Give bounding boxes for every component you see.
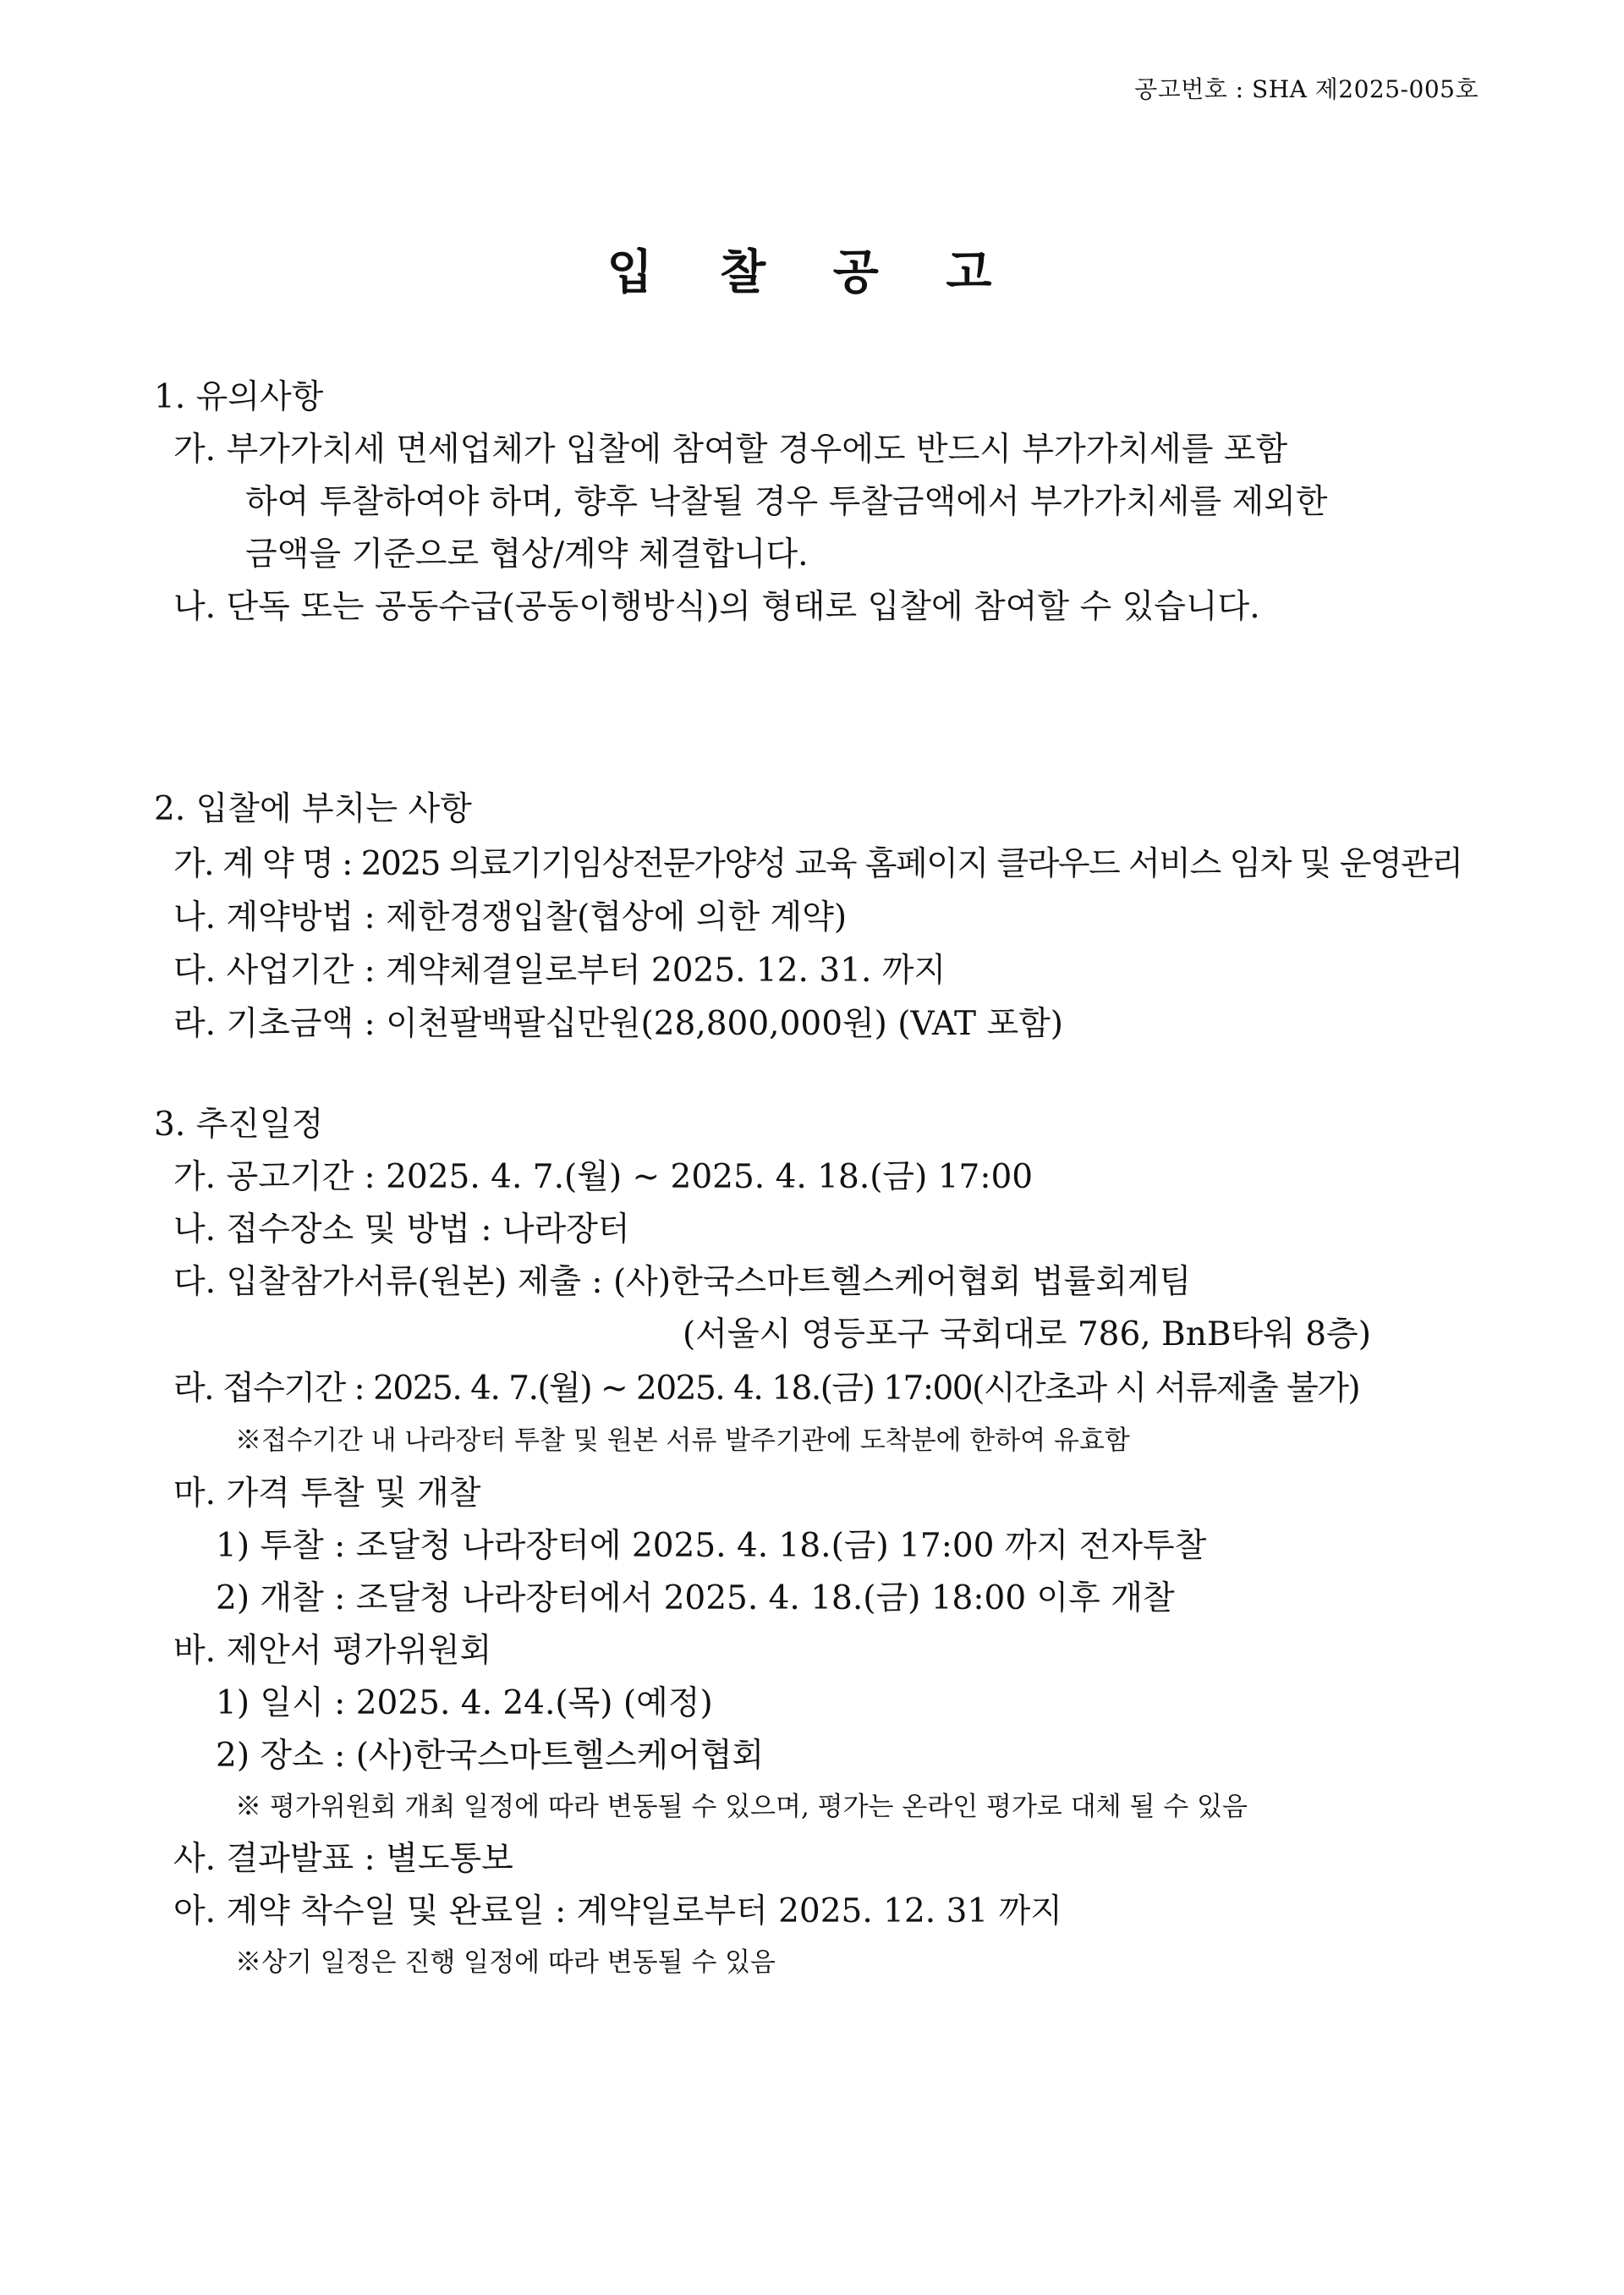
section-3-bidding-step-1: 1) 투찰 : 조달청 나라장터에 2025. 4. 18.(금) 17:00 까지 전자투찰 [216,1527,1207,1565]
section-3-submission-place: 나. 접수장소 및 방법 : 나라장터 [173,1211,630,1249]
section-3-receipt-note: ※접수기간 내 나라장터 투찰 및 원본 서류 발주기관에 도착분에 한하여 유효함 [235,1425,1130,1456]
notice-number: 공고번호 : SHA 제2025-005호 [1134,75,1479,103]
section-2-heading: 2. 입찰에 부치는 사항 [154,790,472,828]
section-1-item-na: 나. 단독 또는 공동수급(공동이행방식)의 형태로 입찰에 참여할 수 있습니다. [173,588,1260,626]
section-1-item-ga-line-1: 가. 부가가치세 면세업체가 입찰에 참여할 경우에도 반드시 부가가치세를 포함 [173,431,1288,469]
section-3-price-bidding: 마. 가격 투찰 및 개찰 [173,1474,481,1513]
section-1-item-ga-line-2: 하여 투찰하여야 하며, 향후 낙찰될 경우 투찰금액에서 부가가치세를 제외한 [245,483,1328,521]
section-3-bidding-step-2: 2) 개찰 : 조달청 나라장터에서 2025. 4. 18.(금) 18:00 이후 개찰 [216,1579,1175,1617]
section-3-result-announcement: 사. 결과발표 : 별도통보 [173,1840,513,1878]
section-1-item-ga-line-3: 금액을 기준으로 협상/계약 체결합니다. [245,535,809,574]
section-3-document-submission-address: (서울시 영등포구 국회대로 786, BnB타워 8층) [683,1315,1371,1353]
section-3-schedule-note: ※상기 일정은 진행 일정에 따라 변동될 수 있음 [235,1947,776,1978]
section-3-contract-dates: 아. 계약 착수일 및 완료일 : 계약일로부터 2025. 12. 31 까지 [173,1892,1062,1930]
section-3-evaluation-committee: 바. 제안서 평가위원회 [173,1632,492,1670]
section-2-contract-name: 가. 계 약 명 : 2025 의료기기임상전문가양성 교육 홈페이지 클라우드 서비스 임차 및 운영관리 [173,845,1462,883]
section-3-evaluation-date: 1) 일시 : 2025. 4. 24.(목) (예정) [216,1684,713,1722]
section-1-heading: 1. 유의사항 [154,378,324,416]
section-3-notice-period: 가. 공고기간 : 2025. 4. 7.(월) ~ 2025. 4. 18.(금) 17:00 [173,1158,1034,1196]
section-3-heading: 3. 추진일정 [154,1106,324,1144]
section-3-document-submission: 다. 입찰참가서류(원본) 제출 : (사)한국스마트헬스케어협회 법률회계팀 [173,1263,1192,1301]
section-3-receipt-period: 라. 접수기간 : 2025. 4. 7.(월) ~ 2025. 4. 18.(금) 17:00(시간초과 시 서류제출 불가) [173,1370,1360,1408]
page-title: 입 찰 공 고 [606,245,1018,300]
section-2-project-period: 다. 사업기간 : 계약체결일로부터 2025. 12. 31. 까지 [173,952,946,990]
section-2-base-amount: 라. 기초금액 : 이천팔백팔십만원(28,800,000원) (VAT 포함) [173,1005,1064,1043]
section-2-contract-method: 나. 계약방법 : 제한경쟁입찰(협상에 의한 계약) [173,898,848,936]
section-3-evaluation-place: 2) 장소 : (사)한국스마트헬스케어협회 [216,1737,765,1775]
section-3-evaluation-note: ※ 평가위원회 개최 일정에 따라 변동될 수 있으며, 평가는 온라인 평가로 대체 될 수 있음 [235,1792,1248,1822]
